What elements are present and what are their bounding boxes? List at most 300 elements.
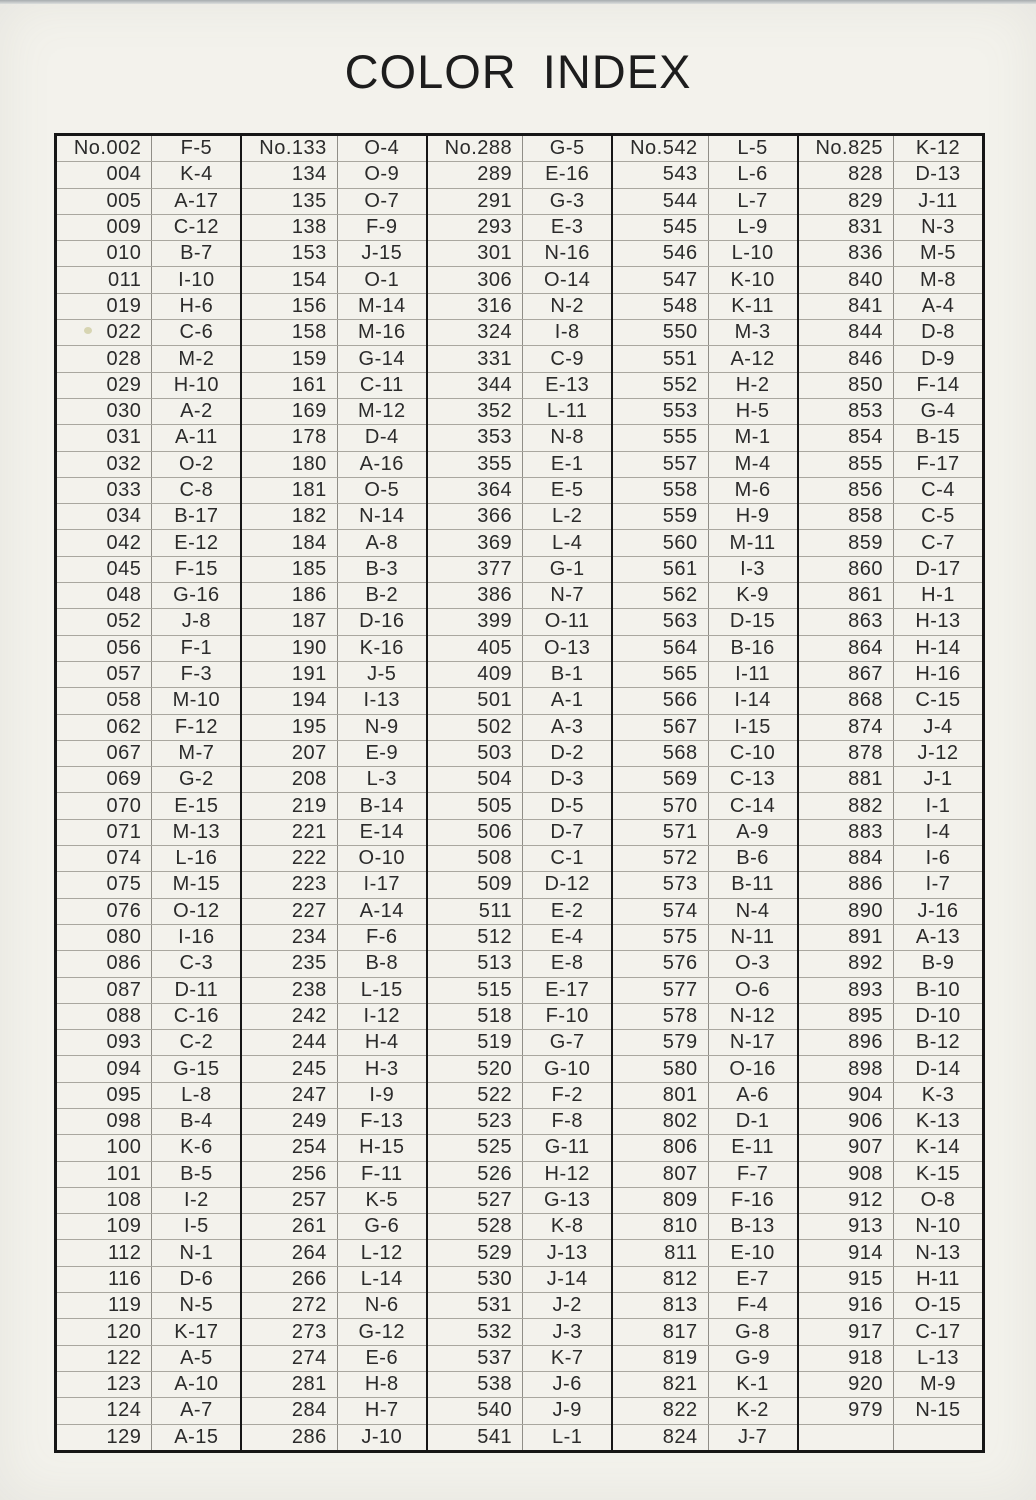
grid-ref-cell: G-12 — [358, 1320, 406, 1343]
color-number-cell: 301 — [428, 241, 523, 266]
color-number-cell: 505 — [428, 793, 523, 818]
grid-ref-cell: L-8 — [181, 1083, 212, 1106]
grid-ref-cell: M-16 — [358, 321, 406, 344]
color-number-cell: 033 — [57, 478, 152, 503]
grid-ref-cell: D-9 — [921, 347, 955, 370]
grid-ref-cell: N-3 — [921, 216, 955, 239]
table-row — [799, 557, 982, 583]
table-column-2 — [240, 136, 425, 1450]
color-number-cell: 261 — [242, 1214, 337, 1239]
grid-ref-cell: L-14 — [360, 1267, 403, 1290]
grid-ref-cell: B-15 — [915, 426, 961, 449]
grid-ref-cell: B-5 — [180, 1162, 213, 1185]
grid-ref-cell: H-7 — [364, 1399, 399, 1422]
table-row — [57, 793, 240, 819]
grid-ref-cell: D-5 — [550, 794, 585, 817]
table-row — [428, 1162, 611, 1188]
grid-ref-cell: N-9 — [364, 715, 399, 738]
color-number-cell: 045 — [57, 557, 152, 582]
grid-ref-cell: N-5 — [179, 1294, 214, 1317]
table-row — [428, 425, 611, 451]
table-row — [613, 425, 796, 451]
table-row — [57, 1056, 240, 1082]
color-number-cell: 245 — [242, 1056, 337, 1081]
table-column-5 — [797, 136, 982, 1450]
table-row — [428, 557, 611, 583]
table-row — [613, 636, 796, 662]
table-row — [57, 872, 240, 898]
table-row — [242, 978, 425, 1004]
color-number-cell: 868 — [799, 688, 894, 713]
table-row — [242, 478, 425, 504]
grid-ref-cell: D-14 — [915, 1057, 961, 1080]
color-number-cell: No.133 — [242, 136, 337, 161]
grid-ref-cell: O-15 — [914, 1294, 962, 1317]
table-row — [799, 872, 982, 898]
table-row — [242, 846, 425, 872]
color-number-cell: 570 — [613, 793, 708, 818]
table-row — [428, 636, 611, 662]
grid-ref-cell: C-14 — [729, 794, 776, 817]
grid-ref-cell: A-13 — [915, 926, 961, 949]
grid-ref-cell: L-10 — [731, 242, 774, 265]
grid-ref-cell: B-4 — [180, 1110, 213, 1133]
table-row — [57, 1267, 240, 1293]
table-row — [613, 1319, 796, 1345]
grid-ref-cell: A-9 — [736, 820, 769, 843]
table-row — [613, 162, 796, 188]
grid-ref-cell: C-9 — [550, 347, 585, 370]
table-row — [242, 1030, 425, 1056]
color-number-cell: 904 — [799, 1083, 894, 1108]
table-row — [428, 951, 611, 977]
grid-ref-cell: I-15 — [734, 715, 771, 738]
color-number-cell: 916 — [799, 1293, 894, 1318]
table-row — [613, 1240, 796, 1266]
table-row — [57, 978, 240, 1004]
color-number-cell: 399 — [428, 609, 523, 634]
color-number-cell: 844 — [799, 320, 894, 345]
table-row — [799, 741, 982, 767]
grid-ref-cell: F-15 — [174, 557, 218, 580]
color-number-cell: 134 — [242, 162, 337, 187]
grid-ref-cell: L-16 — [175, 847, 218, 870]
color-number-cell: 841 — [799, 294, 894, 319]
table-row — [613, 1030, 796, 1056]
grid-ref-cell: A-3 — [550, 715, 584, 738]
grid-ref-cell: C-12 — [173, 216, 220, 239]
color-number-cell: 886 — [799, 872, 894, 897]
grid-ref-cell: H-12 — [544, 1162, 590, 1185]
color-number-cell: 855 — [799, 452, 894, 477]
table-row — [613, 925, 796, 951]
color-number-cell: 979 — [799, 1398, 894, 1423]
grid-ref-cell: B-12 — [915, 1031, 961, 1054]
grid-ref-cell: A-11 — [175, 426, 218, 449]
color-number-cell: 573 — [613, 872, 708, 897]
table-row — [242, 688, 425, 714]
color-number-cell: 551 — [613, 346, 708, 371]
color-number-cell: 532 — [428, 1319, 523, 1344]
table-row — [799, 478, 982, 504]
color-number-cell: 863 — [799, 609, 894, 634]
table-row — [242, 162, 425, 188]
grid-ref-cell: B-8 — [365, 952, 399, 975]
table-row — [428, 189, 611, 215]
table-row — [613, 1372, 796, 1398]
grid-ref-cell: O-16 — [729, 1057, 776, 1080]
grid-ref-cell: B-17 — [174, 505, 219, 528]
grid-ref-cell: B-9 — [921, 952, 955, 975]
grid-ref-cell: G-13 — [543, 1189, 591, 1212]
table-row — [242, 452, 425, 478]
table-row — [428, 741, 611, 767]
color-number-cell: 153 — [242, 241, 337, 266]
table-row — [242, 1056, 425, 1082]
color-number-cell: 811 — [613, 1240, 708, 1265]
color-number-cell: No.825 — [799, 136, 894, 161]
color-number-cell: 067 — [57, 741, 152, 766]
grid-ref-cell: O-5 — [364, 479, 400, 501]
table-row — [428, 925, 611, 951]
table-row — [57, 1319, 240, 1345]
grid-ref-cell: G-7 — [549, 1031, 585, 1054]
table-row — [799, 767, 982, 793]
color-number-cell: 095 — [57, 1083, 152, 1108]
grid-ref-cell: J-4 — [923, 715, 953, 738]
color-number-cell: 867 — [799, 662, 894, 687]
grid-ref-cell: D-16 — [359, 610, 405, 633]
color-number-cell: 028 — [57, 346, 152, 371]
color-number-cell: 571 — [613, 820, 708, 845]
grid-ref-cell: C-17 — [915, 1320, 961, 1343]
table-row — [428, 215, 611, 241]
grid-ref-cell: N-10 — [915, 1215, 961, 1238]
color-number-cell: 119 — [57, 1293, 152, 1318]
grid-ref-cell: E-4 — [550, 926, 584, 949]
grid-ref-cell: I-3 — [740, 557, 766, 580]
grid-ref-cell: L-13 — [916, 1346, 960, 1369]
grid-ref-cell: C-1 — [550, 847, 585, 870]
color-number-cell: 112 — [57, 1240, 152, 1265]
grid-ref-cell: J-15 — [361, 242, 403, 265]
color-index-table — [54, 133, 985, 1453]
table-row — [242, 583, 425, 609]
table-row — [57, 1188, 240, 1214]
table-row — [57, 267, 240, 293]
table-row — [242, 951, 425, 977]
table-row — [428, 136, 611, 162]
color-number-cell: 540 — [428, 1398, 523, 1423]
color-number-cell: 353 — [428, 425, 523, 450]
table-row — [428, 846, 611, 872]
table-row — [799, 320, 982, 346]
grid-ref-cell: N-15 — [915, 1399, 961, 1422]
grid-ref-cell: K-12 — [915, 137, 961, 160]
color-number-cell: 369 — [428, 530, 523, 555]
color-number-cell: 088 — [57, 1004, 152, 1029]
color-number-cell: 822 — [613, 1398, 708, 1423]
grid-ref-cell: K-6 — [180, 1136, 213, 1159]
grid-ref-cell: B-1 — [550, 663, 584, 686]
table-row — [242, 793, 425, 819]
grid-ref-cell: F-8 — [551, 1110, 583, 1133]
color-number-cell: 031 — [57, 425, 152, 450]
table-row — [428, 1398, 611, 1424]
color-number-cell: 503 — [428, 741, 523, 766]
grid-ref-cell: C-8 — [179, 479, 214, 501]
grid-ref-cell: D-8 — [921, 321, 955, 344]
table-row — [799, 951, 982, 977]
color-number-cell: 864 — [799, 636, 894, 661]
table-row — [613, 1425, 796, 1450]
color-number-cell: 005 — [57, 189, 152, 214]
grid-ref-cell: F-12 — [174, 715, 218, 738]
table-row — [799, 1056, 982, 1082]
grid-ref-cell: O-2 — [178, 452, 214, 475]
color-number-cell: 191 — [242, 662, 337, 687]
grid-ref-cell: D-4 — [364, 426, 399, 449]
grid-ref-cell: N-11 — [730, 926, 775, 949]
color-number-cell: 074 — [57, 846, 152, 871]
grid-ref-cell: F-13 — [360, 1110, 404, 1133]
color-number-cell: 831 — [799, 215, 894, 240]
grid-ref-cell: N-12 — [729, 1004, 776, 1027]
grid-ref-cell: C-11 — [359, 373, 404, 396]
color-number-cell: 531 — [428, 1293, 523, 1318]
table-row — [242, 636, 425, 662]
grid-ref-cell: E-11 — [731, 1136, 774, 1159]
grid-ref-cell: C-10 — [729, 741, 776, 764]
table-row — [613, 557, 796, 583]
table-row — [242, 1188, 425, 1214]
grid-ref-cell: N-4 — [735, 899, 770, 922]
color-number-cell: 076 — [57, 899, 152, 924]
color-number-cell: 526 — [428, 1162, 523, 1187]
grid-ref-cell: H-15 — [359, 1136, 405, 1159]
color-number-cell: 898 — [799, 1056, 894, 1081]
color-number-cell: 178 — [242, 425, 337, 450]
color-number-cell: 578 — [613, 1004, 708, 1029]
grid-ref-cell: J-12 — [917, 741, 959, 764]
table-row — [57, 1083, 240, 1109]
table-row — [799, 189, 982, 215]
color-number-cell: 108 — [57, 1188, 152, 1213]
color-number-cell: 052 — [57, 609, 152, 634]
color-number-cell: 244 — [242, 1030, 337, 1055]
color-number-cell: 223 — [242, 872, 337, 897]
color-number-cell: 264 — [242, 1240, 337, 1265]
table-row — [799, 1004, 982, 1030]
color-number-cell: 247 — [242, 1083, 337, 1108]
color-number-cell: 316 — [428, 294, 523, 319]
table-row — [57, 899, 240, 925]
table-row — [613, 715, 796, 741]
table-row — [242, 241, 425, 267]
grid-ref-cell: I-9 — [369, 1083, 395, 1106]
color-number-cell: 891 — [799, 925, 894, 950]
table-row — [57, 1372, 240, 1398]
grid-ref-cell: E-9 — [365, 741, 399, 764]
table-row — [57, 162, 240, 188]
grid-ref-cell: K-11 — [731, 294, 774, 317]
table-row — [613, 267, 796, 293]
color-number-cell: 878 — [799, 741, 894, 766]
grid-ref-cell: L-1 — [551, 1425, 583, 1448]
color-number-cell: 293 — [428, 215, 523, 240]
grid-ref-cell: F-17 — [916, 452, 960, 475]
grid-ref-cell: B-16 — [730, 636, 775, 659]
table-row — [428, 241, 611, 267]
grid-ref-cell: C-15 — [915, 689, 961, 712]
grid-ref-cell: K-5 — [365, 1189, 399, 1212]
table-row — [613, 1214, 796, 1240]
color-number-cell: 520 — [428, 1056, 523, 1081]
color-number-cell: 859 — [799, 530, 894, 555]
grid-ref-cell: H-5 — [735, 400, 770, 423]
table-column-4 — [611, 136, 796, 1450]
table-row — [57, 346, 240, 372]
table-row — [428, 1056, 611, 1082]
color-number-cell: 813 — [613, 1293, 708, 1318]
grid-ref-cell: J-14 — [546, 1267, 588, 1290]
grid-ref-cell: K-4 — [180, 163, 213, 186]
color-number-cell: 159 — [242, 346, 337, 371]
table-row — [799, 346, 982, 372]
table-row — [428, 1293, 611, 1319]
grid-ref-cell: M-10 — [172, 689, 221, 712]
grid-ref-cell: J-6 — [552, 1373, 582, 1396]
table-row — [428, 688, 611, 714]
grid-ref-cell: B-11 — [731, 873, 774, 896]
grid-ref-cell: I-17 — [363, 873, 401, 896]
color-number-cell: 032 — [57, 452, 152, 477]
color-number-cell: 306 — [428, 267, 523, 292]
grid-ref-cell: K-17 — [174, 1320, 219, 1343]
table-row — [428, 793, 611, 819]
table-row — [799, 662, 982, 688]
table-row — [57, 241, 240, 267]
color-number-cell: 545 — [613, 215, 708, 240]
color-number-cell: 892 — [799, 951, 894, 976]
grid-ref-cell: J-7 — [737, 1425, 768, 1448]
grid-ref-cell: J-13 — [546, 1241, 588, 1264]
grid-ref-cell: E-16 — [545, 163, 590, 186]
table-row — [799, 1372, 982, 1398]
table-row — [242, 820, 425, 846]
color-number-cell: 169 — [242, 399, 337, 424]
grid-ref-cell: H-4 — [364, 1031, 399, 1054]
table-row — [613, 1162, 796, 1188]
grid-ref-cell: A-16 — [359, 452, 404, 475]
grid-ref-cell: L-15 — [360, 978, 403, 1001]
table-row — [242, 1346, 425, 1372]
table-row — [428, 504, 611, 530]
grid-ref-cell: I-10 — [178, 268, 215, 291]
table-row — [57, 662, 240, 688]
table-row — [799, 820, 982, 846]
color-number-cell: 538 — [428, 1372, 523, 1397]
table-row — [799, 978, 982, 1004]
color-number-cell: 558 — [613, 478, 708, 503]
table-row — [613, 320, 796, 346]
table-row — [613, 899, 796, 925]
color-number-cell: 884 — [799, 846, 894, 871]
grid-ref-cell: M-15 — [172, 873, 221, 896]
color-number-cell: 161 — [242, 373, 337, 398]
grid-ref-cell: A-10 — [174, 1373, 219, 1396]
grid-ref-cell: D-3 — [550, 768, 585, 791]
table-row — [57, 925, 240, 951]
table-row — [428, 767, 611, 793]
table-row — [799, 715, 982, 741]
color-number-cell: 547 — [613, 267, 708, 292]
color-number-cell: 242 — [242, 1004, 337, 1029]
grid-ref-cell: A-4 — [921, 294, 955, 317]
color-number-cell: 048 — [57, 583, 152, 608]
grid-ref-cell: F-3 — [180, 663, 213, 686]
table-row — [613, 530, 796, 556]
grid-ref-cell: E-7 — [736, 1267, 769, 1290]
grid-ref-cell: F-5 — [180, 137, 213, 160]
table-row — [242, 1398, 425, 1424]
color-number-cell: 286 — [242, 1425, 337, 1450]
grid-ref-cell: E-2 — [550, 899, 584, 922]
grid-ref-cell: H-9 — [735, 505, 770, 528]
grid-ref-cell: G-2 — [178, 768, 214, 791]
grid-ref-cell: I-14 — [734, 689, 771, 712]
color-number-cell: 568 — [613, 741, 708, 766]
color-number-cell: 917 — [799, 1319, 894, 1344]
color-number-cell: 235 — [242, 951, 337, 976]
grid-ref-cell: F-16 — [731, 1189, 775, 1212]
color-number-cell: 184 — [242, 530, 337, 555]
table-row — [613, 1293, 796, 1319]
table-row — [428, 399, 611, 425]
color-number-cell: 405 — [428, 636, 523, 661]
color-number-cell: 249 — [242, 1109, 337, 1134]
table-row — [242, 609, 425, 635]
grid-ref-cell: H-13 — [915, 610, 961, 633]
grid-ref-cell: D-10 — [915, 1004, 961, 1027]
table-row — [57, 504, 240, 530]
color-number-cell: 030 — [57, 399, 152, 424]
table-row — [613, 767, 796, 793]
color-number-cell: No.002 — [57, 136, 152, 161]
grid-ref-cell: K-14 — [915, 1136, 961, 1159]
grid-ref-cell: N-13 — [915, 1241, 961, 1264]
color-number-cell: 366 — [428, 504, 523, 529]
grid-ref-cell: A-5 — [180, 1346, 213, 1369]
color-number-cell: 093 — [57, 1030, 152, 1055]
table-row — [613, 609, 796, 635]
table-row — [613, 688, 796, 714]
table-row — [57, 294, 240, 320]
color-number-cell: 566 — [613, 688, 708, 713]
grid-ref-cell: O-12 — [173, 899, 220, 922]
table-row — [57, 1214, 240, 1240]
scan-speck — [84, 327, 92, 334]
grid-ref-cell: N-7 — [550, 584, 585, 607]
color-number-cell: 180 — [242, 452, 337, 477]
color-number-cell: 512 — [428, 925, 523, 950]
color-number-cell: 806 — [613, 1135, 708, 1160]
table-row — [799, 1346, 982, 1372]
color-number-cell: 194 — [242, 688, 337, 713]
table-row — [428, 899, 611, 925]
grid-ref-cell: H-6 — [179, 294, 214, 317]
table-row — [428, 267, 611, 293]
